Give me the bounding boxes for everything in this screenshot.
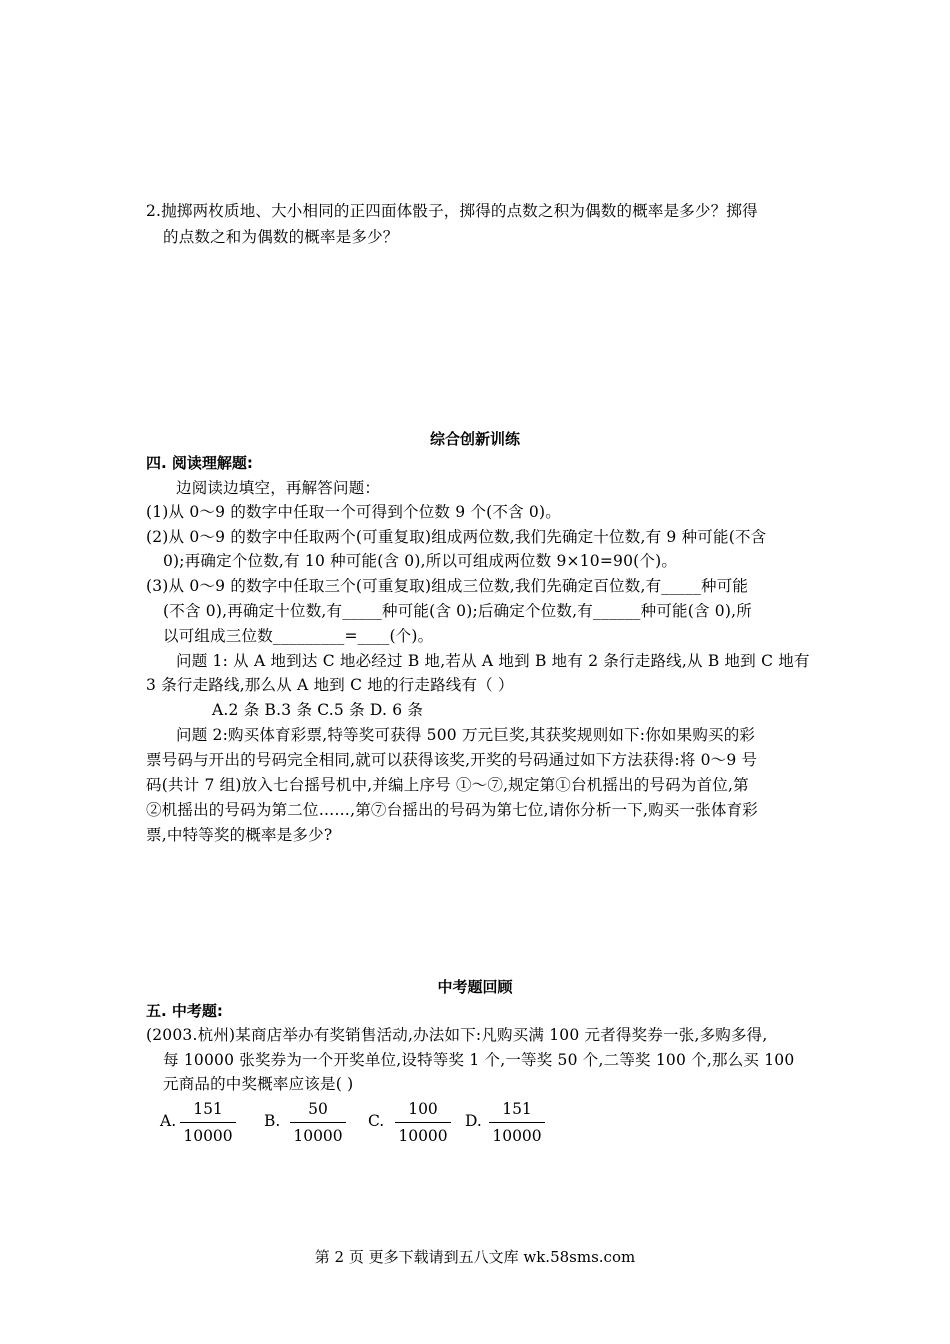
fraction-bar	[290, 1122, 346, 1123]
section-title-comprehensive: 综合创新训练	[429, 430, 520, 448]
problem1-line1: 问题 1: 从 A 地到达 C 地必经过 B 地,若从 A 地到 B 地有 2 条行走路线,从 B 地到 C 地有	[176, 652, 810, 670]
section-heading-exam: 五. 中考题:	[146, 1002, 223, 1020]
fraction-numerator: 50	[308, 1100, 328, 1118]
reading-item-1: (1)从 0～9 的数字中任取一个可得到个位数 9 个(不含 0)。	[146, 503, 561, 521]
exam-question-line3: 元商品的中奖概率应该是( )	[163, 1075, 354, 1093]
fraction-denominator: 10000	[492, 1127, 542, 1145]
reading-item-3-line1: (3)从 0～9 的数字中任取三个(可重复取)组成三位数,我们先确定百位数,有_____种可能	[146, 577, 749, 595]
fraction-denominator: 10000	[183, 1127, 233, 1145]
reading-item-3-line2: (不含 0),再确定十位数,有_____种可能(含 0);后确定个位数,有______种可能(含 0),所	[163, 602, 752, 620]
problem2-line1: 问题 2:购买体育彩票,特等奖可获得 500 万元巨奖,其获奖规则如下:你如果购买的彩	[176, 726, 756, 744]
fraction-numerator: 151	[502, 1100, 532, 1118]
exam-question-line2: 每 10000 张奖券为一个开奖单位,设特等奖 1 个,一等奖 50 个,二等奖 100 个,那么买 100	[163, 1051, 795, 1069]
reading-intro: 边阅读边填空，再解答问题：	[176, 479, 381, 497]
problem2-line2: 票号码与开出的号码完全相同,就可以获得该奖,开奖的号码通过如下方法获得:将 0～9 号	[146, 751, 758, 769]
exam-question-line1: (2003.杭州)某商店举办有奖销售活动,办法如下:凡购买满 100 元者得奖券一张,多购多得,	[146, 1026, 768, 1044]
fraction-bar	[395, 1122, 451, 1123]
page-footer: 第 2 页 更多下载请到五八文库 wk.58sms.com	[314, 1248, 636, 1266]
option-fraction	[489, 1098, 545, 1147]
reading-item-2-line1: (2)从 0～9 的数字中任取两个(可重复取)组成两位数,我们先确定十位数,有 9 种可能(不含	[146, 528, 767, 546]
problem1-options: A.2 条 B.3 条 C.5 条 D. 6 条	[212, 701, 424, 719]
section-title-exam: 中考题回顾	[437, 978, 513, 996]
problem2-line5: 票,中特等奖的概率是多少?	[146, 826, 333, 844]
option-label: D.	[465, 1112, 482, 1130]
reading-item-3-line3: 以可组成三位数_________=____(个)。	[163, 627, 434, 645]
option-fraction	[395, 1098, 451, 1147]
fraction-bar	[489, 1122, 545, 1123]
option-fraction	[290, 1098, 346, 1147]
fraction-numerator: 151	[193, 1100, 223, 1118]
fraction-numerator: 100	[408, 1100, 438, 1118]
section-heading-reading: 四. 阅读理解题:	[146, 454, 253, 472]
problem2-line4: ②机摇出的号码为第二位……,第⑦台摇出的号码为第七位,请你分析一下,购买一张体育彩	[146, 801, 758, 819]
fraction-denominator: 10000	[293, 1127, 343, 1145]
option-label: B.	[264, 1112, 281, 1130]
question2-line2: 的点数之和为偶数的概率是多少？	[163, 228, 399, 246]
option-label: A.	[160, 1112, 177, 1130]
reading-item-2-line2: 0);再确定个位数,有 10 种可能(含 0),所以可组成两位数 9×10=90(个)。	[163, 552, 678, 570]
option-fraction	[180, 1098, 236, 1147]
fraction-bar	[180, 1122, 236, 1123]
problem2-line3: 码(共计 7 组)放入七台摇号机中,并编上序号 ①～⑦,规定第①台机摇出的号码为首位,第	[146, 776, 749, 794]
question2-line1: 2.抛掷两枚质地、大小相同的正四面体骰子，掷得的点数之积为偶数的概率是多少？掷得	[146, 202, 758, 220]
option-label: C.	[368, 1112, 385, 1130]
fraction-denominator: 10000	[398, 1127, 448, 1145]
problem1-line2: 3 条行走路线,那么从 A 地到 C 地的行走路线有（ ）	[146, 676, 514, 694]
